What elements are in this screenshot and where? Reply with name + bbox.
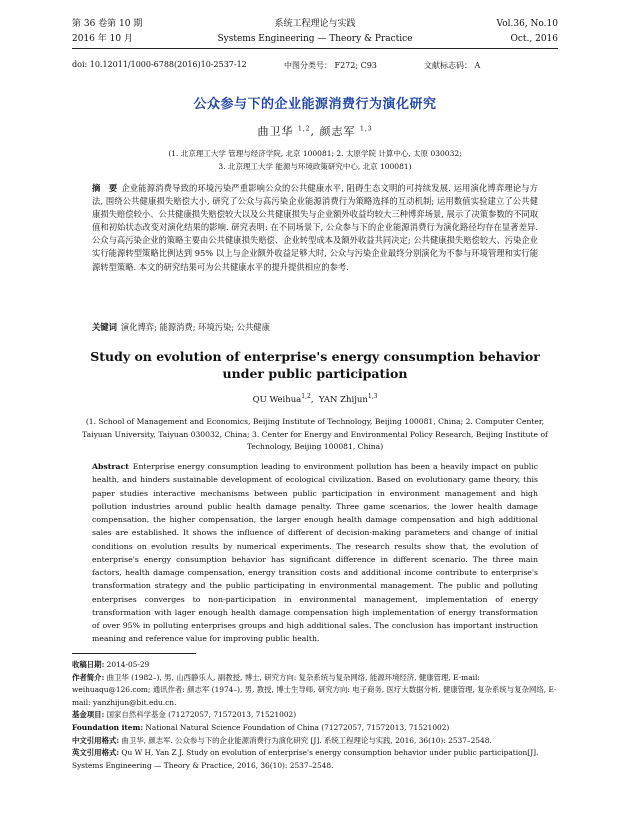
- abstract-cn-text: 企业能源消费导致的环境污染严重影响公众的公共健康水平, 阻碍生态文明的可持续发展. 运用演化博弈理论与方法, 围绕公共健康损失赔偿大小, 研究了公众与高污染企业能源消费行为策略选择的互动机制; 运用数值实验建立了公共健康损失赔偿较小、公共健康损失赔偿较大以及公共健康损失与企业额外收益均较大三种博弈场景, 展示了决策参数的不同取值和初始状态改变对演化结果的影响. 研究表明: 在不同场景下, 公众参与下的企业能源消费行为演化路径均存在显著差异. 公众与高污染企业的策略主要由公共健康损失赔偿、企业转型成本及额外收益共同决定; 公共健康损失赔偿较大、污染企业实行能源转型策略比例达到 95% 以上与企业额外收益足够大时, 公众与污染企业最终分别演化为不参与环境管理和实行能源转型策略. 本文的研究结果可为公共健康水平的提升提供相应的参考.: [92, 183, 538, 272]
- footnote-author-info: 作者简介: 曲卫华 (1982–), 男, 山西静乐人, 副教授, 博士, 研究方向: 复杂系统与复杂网络, 能源环境经济, 健康管理, E-mail: weihuaqu@126.com; 通讯作者: 颜志军 (1974–), 男, 教授, 博士生导师, 研究方向: 电子商务, 医疗大数据分析, 健康管理, 复杂系统与复杂网络, E-mail: yanzhijun@bit.edu.cn.: [72, 672, 557, 707]
- journal-date-cn: 2016 年 10 月: [72, 34, 133, 44]
- journal-name-cn: 系统工程理论与实践: [274, 19, 356, 29]
- affiliation-en: (1. School of Management and Economics, Beijing Institute of Technology, Beijing 100081, China; 2. Computer Center, Taiyuan University, Taiyuan 030032, China; 3. Center for Energy and Environmental Policy Research, Beijing Institute of Technology, Beijing 100081, China): [82, 417, 548, 451]
- document-code: 文献标志码： A: [424, 61, 481, 70]
- affiliation-cn: (1. 北京理工大学 管理与经济学院, 北京 100081; 2. 太原学院 计算中心, 太原 030032; 3. 北京理工大学 能源与环境政策研究中心, 北京 100081): [168, 149, 462, 171]
- header-rule: [72, 48, 558, 49]
- journal-volume-en: Vol.36, No.10: [496, 19, 558, 29]
- abstract-cn: [92, 182, 538, 274]
- clc-number: 中图分类号： F272; C93: [284, 61, 377, 70]
- journal-name-en: Systems Engineering — Theory & Practice: [217, 34, 413, 44]
- abstract-en-label: Abstract: [92, 462, 129, 471]
- authors-cn: 曲卫华 $^{1,2}$, 颜志军 $^{1,3}$: [257, 125, 373, 138]
- abstract-en-text: Enterprise energy consumption leading to environment pollution has been a heavily impact on public health, and hinders sustainable development of ecological civilization. Based on evolutionary game theory, this paper studies interactive mechanisms between public participation in environment management and high pollution industries around public health damage penalty. Three game scenarios, the lower health damage compensation, the higher compensation, the larger enough health damage compensation and high additional sales are established. It shows the influence of different of decision-making parameters and change of initial conditions on evolution results by numerical experiments. The research results show that, the evolution of enterprise's energy consumption behavior has significant difference in different scenario. The three main factors, health damage compensation, energy transition costs and additional income contribute to enterprise's transformation strategy and the public participating in environmental management. The public and polluting enterprises converges to non-participation in environmental management, implementation of energy transformation with lager enough health damage compensation high implementation of energy transformation of over 95% in polluting enterprises groups and high additional sales. The conclusion has important instruction meaning and reference value for improving public health.: [92, 462, 538, 644]
- footnote-rule: [72, 653, 196, 654]
- footnote-cite-en: 英文引用格式: Qu W H, Yan Z J. Study on evolution of enterprise's energy consumption behavior under public participation[J]. Systems Engineering — Theory & Practice, 2016, 36(10): 2537–2548.: [72, 748, 539, 770]
- keywords-cn: [92, 321, 538, 333]
- footnote-fund: 基金项目: 国家自然科学基金 (71272057, 71572013, 71521002): [72, 710, 297, 720]
- footnote-foundation: Foundation item: National Natural Science Foundation of China (71272057, 71572013, 71521002): [72, 722, 450, 732]
- journal-date-en: Oct., 2016: [510, 34, 558, 44]
- title-en: Study on evolution of enterprise's energy consumption behavior under public participation: [90, 349, 540, 381]
- title-cn: 公众参与下的企业能源消费行为演化研究: [193, 97, 437, 112]
- keywords-cn-text: 演化博弈; 能源消费; 环境污染; 公共健康: [120, 322, 270, 332]
- authors-en: QU Weihua$^{1,2}$, YAN Zhijun$^{1,3}$: [252, 393, 378, 405]
- keywords-cn-label: 关键词: [92, 322, 117, 332]
- footnotes: [72, 659, 558, 772]
- footnote-cite-cn: 中文引用格式: 曲卫华, 颜志军. 公众参与下的企业能源消费行为演化研究 [J]. 系统工程理论与实践, 2016, 36(10): 2537–2548.: [72, 735, 492, 745]
- abstract-en: [92, 460, 538, 646]
- doi: doi: 10.12011/1000-6788(2016)10-2537-12: [72, 60, 247, 69]
- abstract-cn-label: 摘 要: [92, 183, 118, 193]
- journal-volume: 第 36 卷第 10 期: [72, 19, 143, 29]
- footnote-received: 收稿日期: 2014-05-29: [72, 660, 150, 669]
